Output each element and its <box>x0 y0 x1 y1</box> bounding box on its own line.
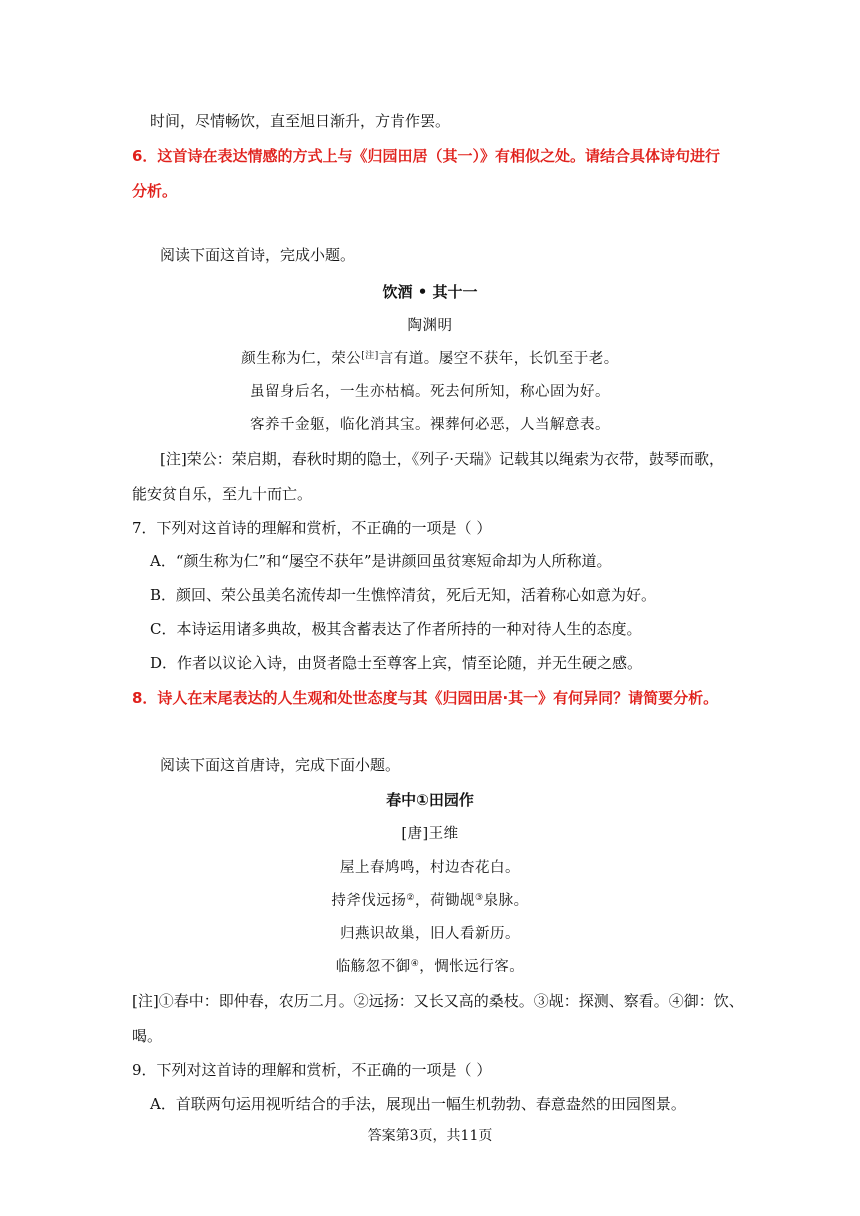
question-9-option-a: A．首联两句运用视听结合的手法，展现出一幅生机勃勃、春意盎然的田园图景。 <box>150 1095 686 1113</box>
section-3-intro: 阅读下面这首唐诗，完成下面小题。 <box>160 756 401 774</box>
footnote-marker: [注] <box>361 351 379 361</box>
page-footer: 答案第3页，共11页 <box>367 1128 493 1144</box>
question-7-option-c: C．本诗运用诸多典故，极其含蓄表达了作者所持的一种对待人生的态度。 <box>150 620 642 638</box>
question-7-option-b: B．颜回、荣公虽美名流传却一生憔悴清贫，死后无知，活着称心如意为好。 <box>150 586 657 604</box>
poem-2-line-2: 持斧伐远扬②，荷锄觇③泉脉。 <box>331 893 529 909</box>
poem-1-line-1: 颜生称为仁，荣公[注]言有道。屡空不获年，长饥至于老。 <box>241 351 619 367</box>
poem-2-author: [唐]王维 <box>401 826 459 842</box>
poem-2-title: 春中①田园作 <box>386 791 474 809</box>
question-6-line-1: 6．这首诗在表达情感的方式上与《归园田居（其一）》有相似之处。请结合具体诗句进行 <box>132 147 720 165</box>
question-7-option-a: A．“颜生称为仁”和“屡空不获年”是讲颜回虽贫寒短命却为人所称道。 <box>150 552 612 570</box>
question-8: 8．诗人在末尾表达的人生观和处世态度与其《归园田居·其一》有何异同？请简要分析。 <box>132 689 719 707</box>
poem-2-note-line-1: [注]①春中：即仲春，农历二月。②远扬：又长又高的桑枝。③觇：探测、察看。④御：饮、 <box>132 992 744 1010</box>
poem-1-author: 陶渊明 <box>407 318 453 334</box>
poem-1-note-line-1: [注]荣公：荣启期，春秋时期的隐士，《列子·天瑞》记载其以绳索为衣带，鼓琴而歌， <box>160 450 724 468</box>
section-2-intro: 阅读下面这首诗，完成小题。 <box>160 246 356 264</box>
footnote-marker: ② <box>406 893 415 903</box>
footnote-marker: ④ <box>410 959 420 969</box>
question-9-stem: 9．下列对这首诗的理解和赏析，不正确的一项是（ ） <box>132 1061 492 1079</box>
poem-1-line-3: 客养千金躯，临化消其宝。裸葬何必恶，人当解意表。 <box>250 417 610 433</box>
continuation-line: 时间，尽情畅饮，直至旭日渐升，方肯作罢。 <box>150 112 451 130</box>
poem-2-line-3: 归燕识故巢，旧人看新历。 <box>340 926 520 942</box>
question-7-option-d: D．作者以议论入诗，由贤者隐士至尊客上宾，情至论随，并无生硬之感。 <box>150 654 643 672</box>
poem-1-title: 饮酒 • 其十一 <box>382 283 478 301</box>
poem-2-line-1: 屋上春鸠鸣，村边杏花白。 <box>340 860 520 876</box>
question-6-line-2: 分析。 <box>132 182 178 200</box>
poem-1-line-2: 虽留身后名，一生亦枯槁。死去何所知，称心固为好。 <box>250 384 610 400</box>
poem-2-line-4: 临觞忽不御④，惆怅远行客。 <box>335 959 525 975</box>
poem-2-note-line-2: 喝。 <box>132 1027 163 1045</box>
footnote-marker: ③ <box>475 893 484 903</box>
question-7-stem: 7．下列对这首诗的理解和赏析，不正确的一项是（ ） <box>132 519 492 537</box>
poem-1-note-line-2: 能安贫自乐，至九十而亡。 <box>132 485 313 503</box>
